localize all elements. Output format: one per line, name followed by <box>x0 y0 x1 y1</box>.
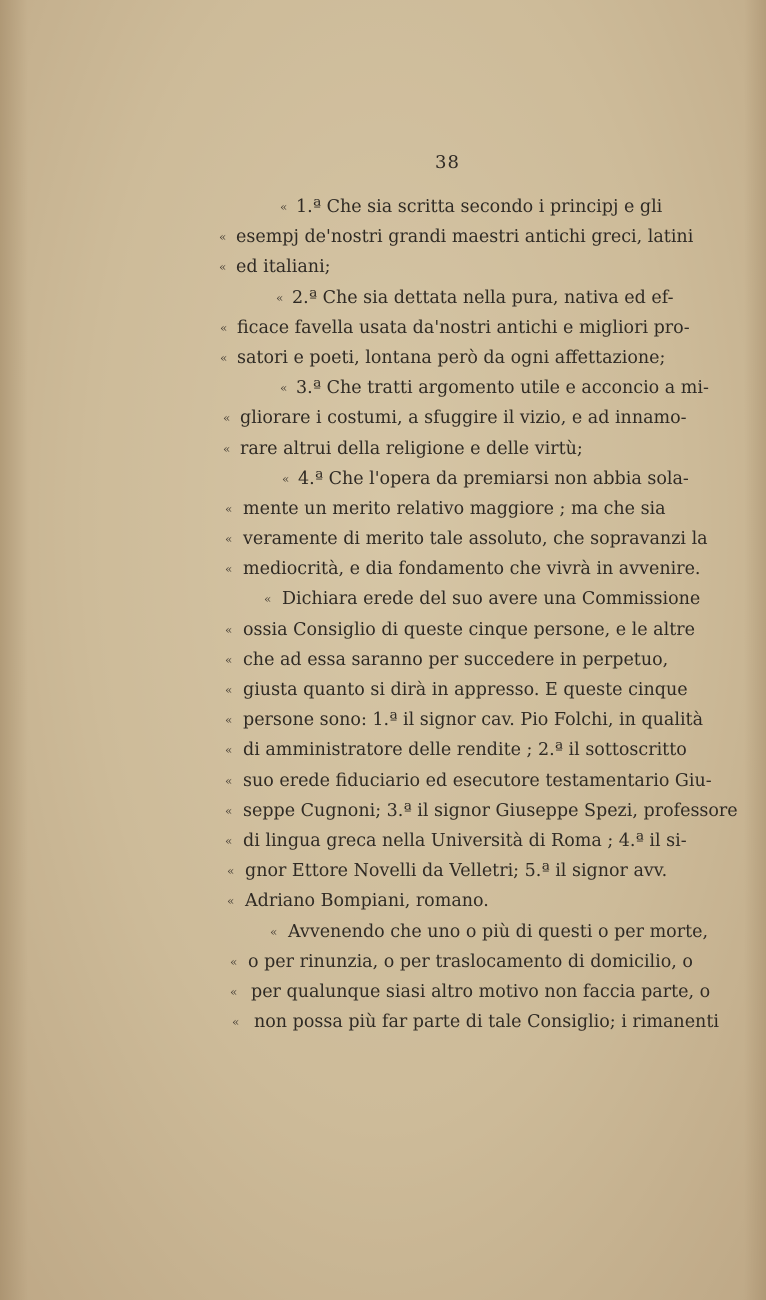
text-line <box>0 705 766 735</box>
quote-mark: « <box>270 924 278 939</box>
line-text: di lingua greca nella Università di Roma ; 4.ª il si- <box>243 830 687 851</box>
quote-mark: « <box>225 803 233 818</box>
text-line <box>0 886 766 916</box>
text-line <box>0 373 766 403</box>
page-number: 38 <box>435 152 460 173</box>
text-line <box>0 343 766 373</box>
quote-mark: « <box>220 350 228 365</box>
line-text: Avvenendo che uno o più di questi o per morte, <box>288 921 709 942</box>
line-text: Dichiara erede del suo avere una Commissione <box>282 589 701 610</box>
text-line <box>0 283 766 313</box>
quote-mark: « <box>230 984 238 999</box>
line-text: esempj de'nostri grandi maestri antichi greci, latini <box>236 227 694 248</box>
text-line <box>0 947 766 977</box>
text-line <box>0 615 766 645</box>
quote-mark: « <box>225 773 233 788</box>
quote-mark: « <box>220 320 228 335</box>
text-line <box>0 826 766 856</box>
quote-mark: « <box>225 562 233 577</box>
quote-mark: « <box>230 954 238 969</box>
quote-mark: « <box>276 290 284 305</box>
line-text: o per rinunzia, o per traslocamento di domicilio, o <box>248 951 693 972</box>
text-line <box>0 917 766 947</box>
line-text: giusta quanto si dirà in appresso. E queste cinque <box>243 680 688 700</box>
line-text: ed italiani; <box>236 257 331 278</box>
quote-mark: « <box>225 501 233 516</box>
line-text: Adriano Bompiani, romano. <box>245 891 489 912</box>
text-line <box>0 584 766 614</box>
line-text: gliorare i costumi, a sfuggire il vizio, e ad innamo- <box>240 408 687 429</box>
line-text: per qualunque siasi altro motivo non faccia parte, o <box>251 981 711 1002</box>
text-line <box>0 554 766 584</box>
line-text: ficace favella usata da'nostri antichi e migliori pro- <box>237 317 690 338</box>
quote-mark: « <box>219 260 227 275</box>
quote-mark: « <box>225 833 233 848</box>
quote-mark: « <box>225 743 233 758</box>
line-text: 4.ª Che l'opera da premiarsi non abbia sola- <box>298 468 689 489</box>
quote-mark: « <box>282 471 290 486</box>
text-line <box>0 494 766 524</box>
text-line <box>0 464 766 494</box>
text-line <box>0 796 766 826</box>
line-text: di amministratore delle rendite ; 2.ª il sottoscritto <box>243 740 687 761</box>
line-text: suo erede fiduciario ed esecutore testamentario Giu- <box>243 770 712 791</box>
line-text: persone sono: 1.ª il signor cav. Pio Folchi, in qualità <box>243 710 704 731</box>
text-line <box>0 735 766 765</box>
quote-mark: « <box>280 200 288 214</box>
line-text: veramente di merito tale assoluto, che sopravanzi la <box>243 529 708 550</box>
text-line <box>0 252 766 282</box>
line-text: che ad essa saranno per succedere in perpetuo, <box>243 649 669 670</box>
body-text <box>0 192 766 1037</box>
text-line <box>0 645 766 675</box>
quote-mark: « <box>225 652 233 667</box>
quote-mark: « <box>280 381 288 396</box>
quote-mark: « <box>225 683 233 697</box>
quote-mark: « <box>227 864 235 879</box>
line-text: satori e poeti, lontana però da ogni affettazione; <box>237 347 666 368</box>
quote-mark: « <box>223 441 231 456</box>
line-text: non possa più far parte di tale Consiglio; i rimanenti <box>254 1012 719 1033</box>
quote-mark: « <box>225 532 233 547</box>
quote-mark: « <box>219 230 227 245</box>
line-text: 2.ª Che sia dettata nella pura, nativa ed ef- <box>292 287 674 308</box>
text-line <box>0 1007 766 1037</box>
text-line <box>0 675 766 705</box>
quote-mark: « <box>225 713 233 728</box>
text-line <box>0 766 766 796</box>
quote-mark: « <box>225 622 233 637</box>
line-text: 3.ª Che tratti argomento utile e acconcio a mi- <box>296 378 709 399</box>
quote-mark: « <box>227 894 235 909</box>
line-text: gnor Ettore Novelli da Velletri; 5.ª il signor avv. <box>245 861 668 882</box>
text-line <box>0 222 766 252</box>
quote-mark: « <box>232 1015 240 1030</box>
text-line <box>0 977 766 1007</box>
text-line <box>0 192 766 222</box>
text-line <box>0 524 766 554</box>
line-text: mediocrità, e dia fondamento che vivrà in avvenire. <box>243 559 701 580</box>
text-line <box>0 403 766 433</box>
text-line <box>0 434 766 464</box>
line-text: mente un merito relativo maggiore ; ma che sia <box>243 498 666 519</box>
line-text: ossia Consiglio di queste cinque persone, e le altre <box>243 619 695 640</box>
line-text: seppe Cugnoni; 3.ª il signor Giuseppe Spezi, professore <box>243 800 738 821</box>
line-text: 1.ª Che sia scritta secondo i principj e gli <box>296 197 663 217</box>
text-line <box>0 313 766 343</box>
line-text: rare altrui della religione e delle virtù; <box>240 438 583 459</box>
quote-mark: « <box>223 411 231 426</box>
quote-mark: « <box>264 592 272 607</box>
text-line <box>0 856 766 886</box>
